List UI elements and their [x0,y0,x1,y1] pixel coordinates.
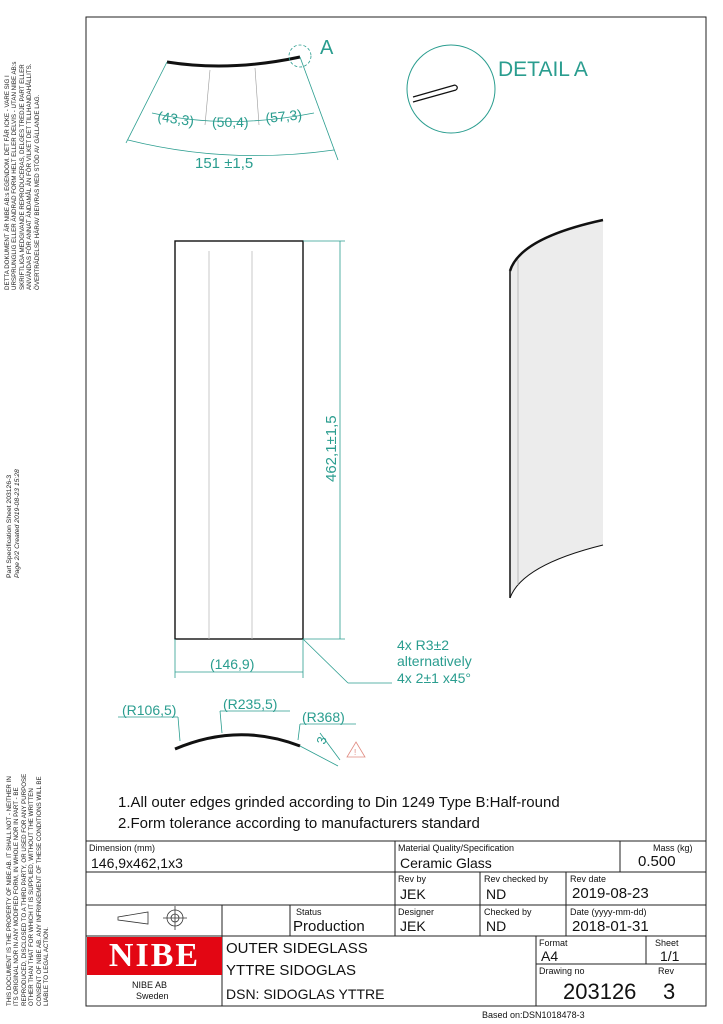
detail-title: DETAIL A [498,58,588,81]
arc-dimension-3: (57,3) [264,106,303,126]
format-label: Format [539,938,568,948]
rev-date-label: Rev date [570,874,607,884]
notice-line: ITS ORIGINAL NOR IN ANY MODIFIED FORM, IN WHOLE NOR IN PART - BE [13,787,21,1006]
title-line-2: YTTRE SIDOGLAS [226,962,357,979]
rev-checked-label: Rev checked by [484,874,549,884]
notice-line: OTHER THAN THAT FOR WHICH IT IS SUPPLIED, WITHOUT THE WRITTEN [28,788,36,1006]
title-line-1: OUTER SIDEGLASS [226,940,368,957]
edge-note-radius: 4x R3±2 [397,637,450,653]
notice-line: URSPRUNGLIG ELLER ÄNDRAD FORM HELT ELLER DELVIS - UTAN NIBE AB:s [11,61,19,290]
checked-by-label: Checked by [484,907,532,917]
dimension-value: 146,9x462,1x3 [91,855,183,871]
spec-sheet-line: Part Specification Sheet 203126-3 [6,474,13,578]
company-name: NIBE AB [132,980,168,990]
dimension-label: Dimension (mm) [89,843,156,853]
rev-by-label: Rev by [398,874,427,884]
edge-note-chamfer: 4x 2±1 x45° [397,670,471,686]
drawing-number: 203126 [563,979,637,1004]
height-dimension: 462,1±1,5 [323,415,340,482]
note-2: 2.Form tolerance according to manufacturers standard [118,815,480,832]
based-on: Based on:DSN1018478-3 [482,1010,585,1020]
arc-dimension-1: (43,3) [156,108,196,130]
status-label: Status [296,907,322,917]
notice-line: DETTA DOKUMENT ÄR NIBE AB:s EGENDOM. DET FÅR ICKE - VARE SIG I [4,75,11,290]
width-dimension: (146,9) [210,656,255,672]
spec-sheet-created: Page 2/2 Created 2019-08-23 15:28 [14,469,21,578]
warning-icon: ! [354,748,357,757]
company-country: Sweden [136,991,169,1001]
edge-note-alternatively: alternatively [397,653,472,669]
note-1: 1.All outer edges grinded according to Din 1249 Type B:Half-round [118,794,560,811]
radius-dimension-1: (R106,5) [122,702,177,718]
rev-label: Rev [658,966,675,976]
front-view [175,241,303,639]
sheet-label: Sheet [655,938,679,948]
rev-value: 3 [663,979,676,1004]
nibe-logo [87,937,222,975]
mass-label: Mass (kg) [653,843,693,853]
material-label: Material Quality/Specification [398,843,515,853]
logo-text: NIBE [108,937,201,974]
sheet-value: 1/1 [660,948,680,964]
status-value: Production [293,918,365,935]
notice-line: LIABLE TO LEGAL ACTION. [43,927,51,1006]
designer-value: JEK [400,918,426,934]
format-value: A4 [541,948,559,964]
thickness-dimension: 3 [313,734,330,746]
date-value: 2018-01-31 [572,918,649,935]
radius-dimension-3: (R368) [302,709,345,725]
radius-dimension-2: (R235,5) [223,696,278,712]
material-value: Ceramic Glass [400,855,492,871]
detail-a-view [407,45,495,133]
drawing-no-label: Drawing no [539,966,585,976]
notice-line: ÖVERTRÄDELSE HÄRAV BEIVRAS MED STÖD AV GÄLLANDE LAG. [33,94,41,290]
notice-line: SKRIFTLIGA MEDGIVANDE REPRODUCERAS, DELGES TREDJE PART ELLER [18,64,26,290]
curved-3d-view [510,220,603,598]
title-line-3: DSN: SIDOGLAS YTTRE [226,986,385,1002]
arc-view [126,45,338,160]
notice-line: CONSENT OF NIBE AB. ANY INFRINGEMENT OF THESE CONDITIONS WILL BE [35,776,43,1006]
rev-checked-value: ND [486,886,507,902]
arc-total-dimension: 151 ±1,5 [195,155,254,172]
notice-line: ANVÄNDAS FÖR ANNAT ÄNDAMÅL ÄN FÖR VILKET DET TILLHANDAHÅLLITS. [26,63,34,290]
notice-line: THIS DOCUMENT IS THE PROPERTY OF NIBE AB. IT SHALL NOT - NEITHER IN [6,776,13,1006]
arc-dimension-2: (50,4) [212,114,249,130]
projection-symbol-icon [118,906,187,930]
mass-value: 0.500 [638,853,676,870]
rev-by-value: JEK [400,886,426,902]
front-dimensions [175,241,392,683]
designer-label: Designer [398,907,435,917]
date-label: Date (yyyy-mm-dd) [570,907,647,917]
notice-line: REPRODUCED, DISCLOSED TO A THIRD PARTY, OR USED FOR ANY PURPOSE [20,773,28,1006]
checked-by-value: ND [486,918,507,934]
rev-date-value: 2019-08-23 [572,885,649,902]
detail-marker: A [320,37,334,59]
